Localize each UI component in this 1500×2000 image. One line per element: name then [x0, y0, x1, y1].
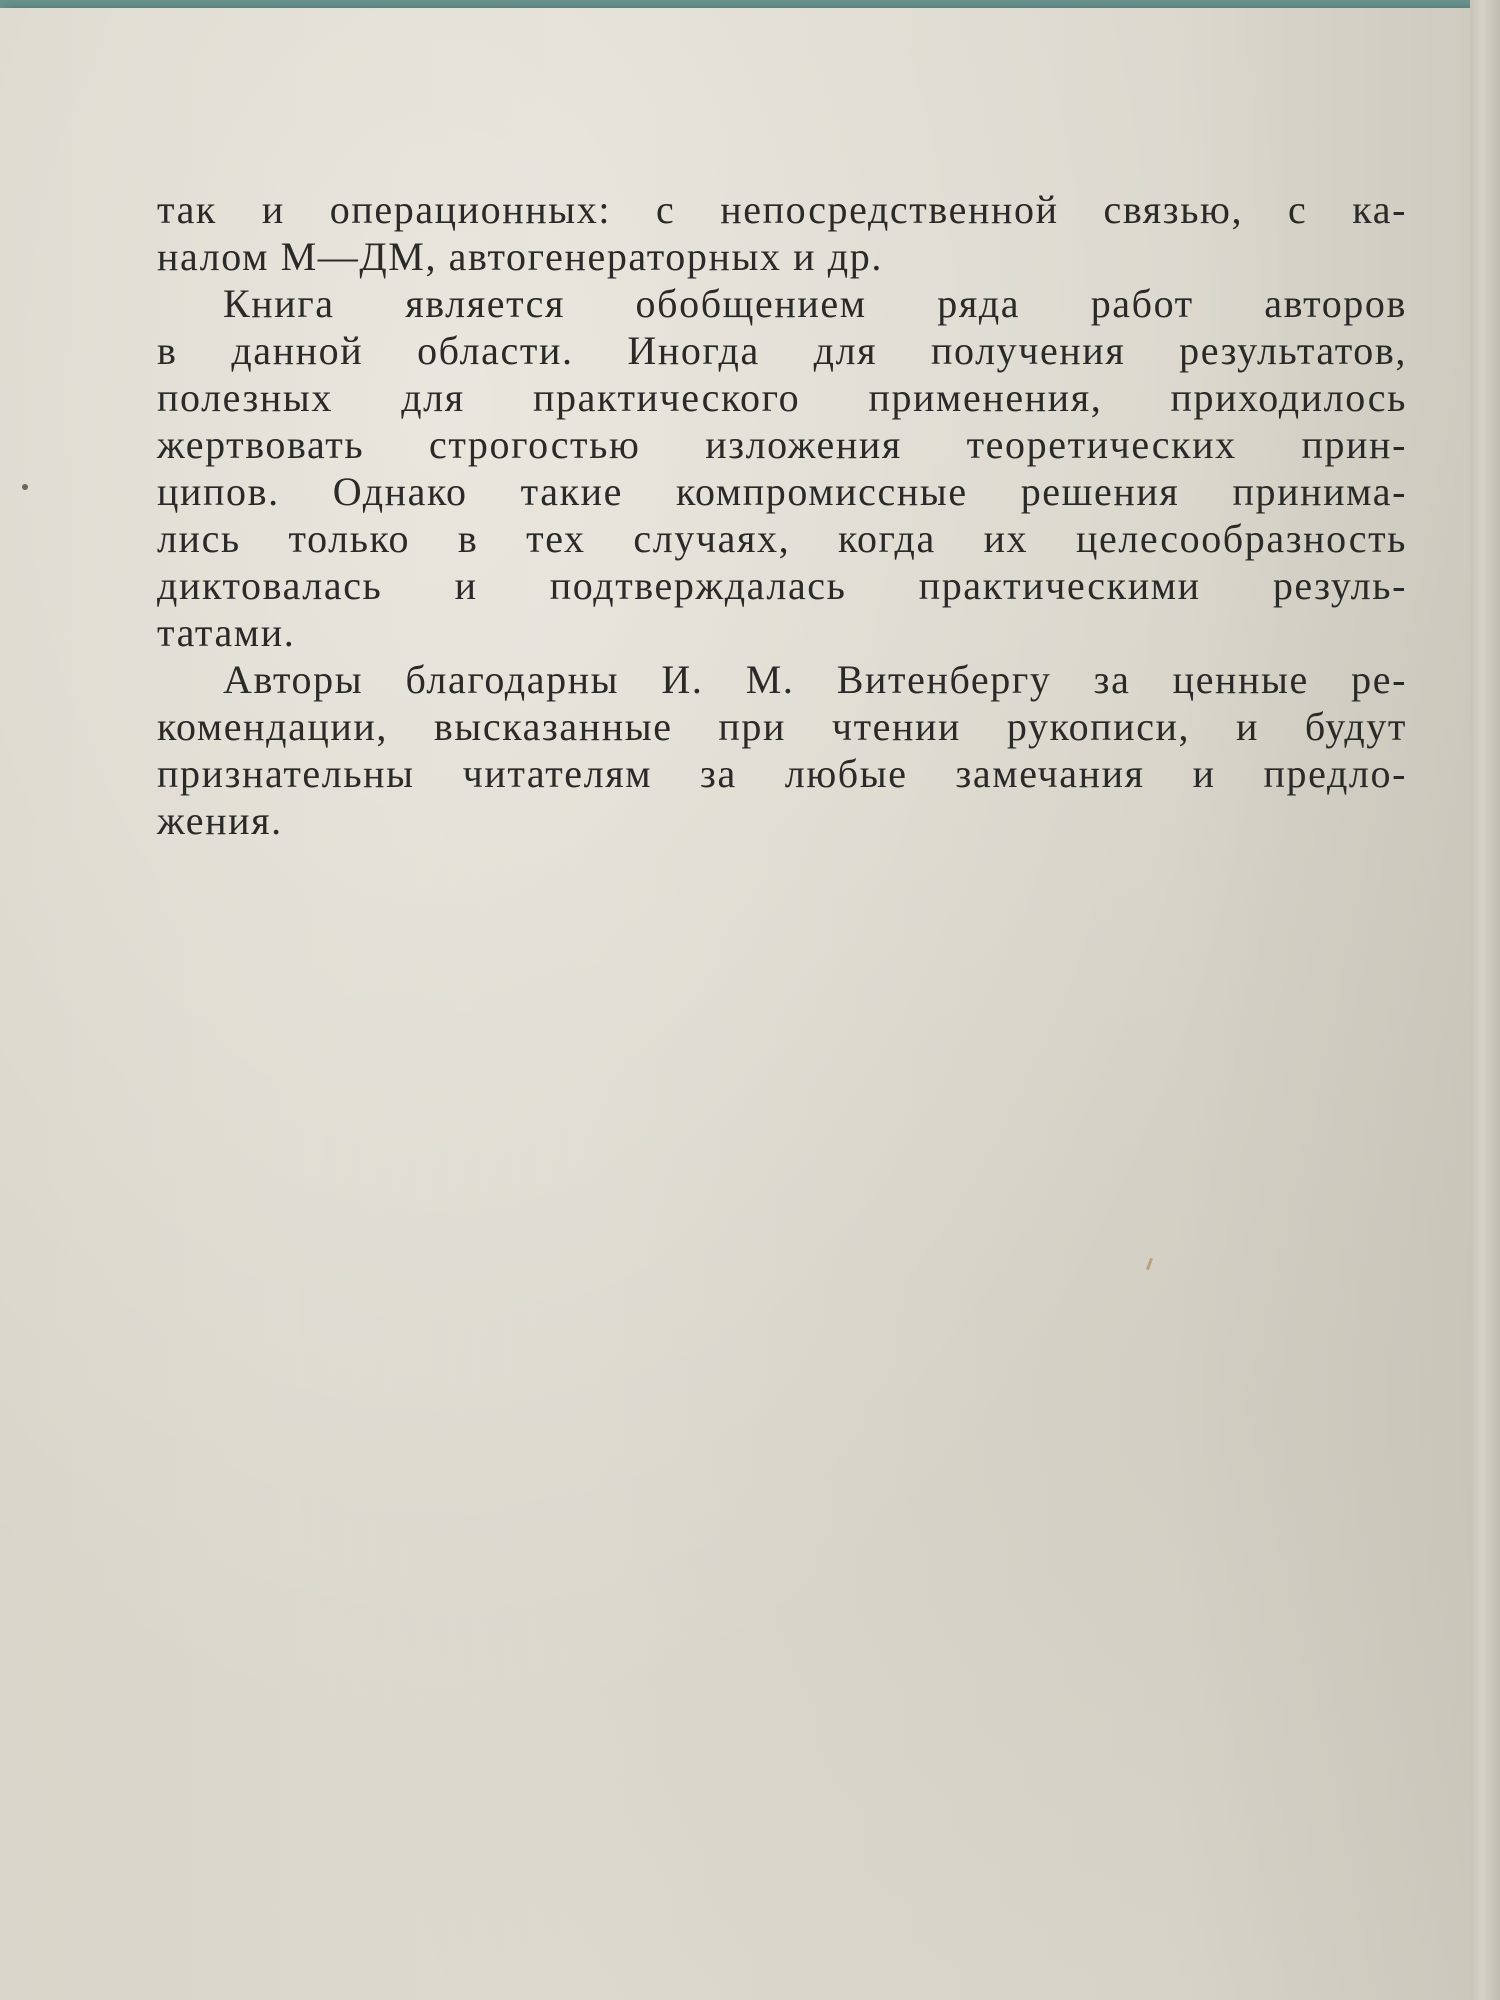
- body-text: [157, 186, 1407, 844]
- text-line-1: так и операционных: с непосредственной связью, с ка-: [157, 187, 1407, 232]
- page-mark: [22, 484, 28, 490]
- text-line-13: признательны читателям за любые замечания и предло-: [157, 751, 1407, 796]
- text-line-5: полезных для практического применения, приходилось: [157, 375, 1407, 420]
- text-line-9: диктовалась и подтверждалась практическими резуль-: [157, 563, 1407, 608]
- text-line-2: налом М—ДМ, автогенераторных и др.: [157, 234, 883, 279]
- book-page: [0, 8, 1470, 2000]
- text-line-11: Авторы благодарны И. М. Витенбергу за ценные ре-: [223, 657, 1407, 702]
- text-line-14: жения.: [157, 798, 283, 843]
- paper-speck: [1146, 1258, 1153, 1270]
- text-line-7: ципов. Однако такие компромиссные решения принима-: [157, 469, 1407, 514]
- text-line-3: Книга является обобщением ряда работ авторов: [223, 281, 1407, 326]
- text-line-12: комендации, высказанные при чтении рукописи, и будут: [157, 704, 1407, 749]
- text-line-4: в данной области. Иногда для получения результатов,: [157, 328, 1407, 373]
- text-line-8: лись только в тех случаях, когда их целесообразность: [157, 516, 1407, 561]
- text-line-10: татами.: [157, 610, 296, 655]
- text-line-6: жертвовать строгостью изложения теоретических прин-: [157, 422, 1407, 467]
- page-edge: [1470, 0, 1500, 2000]
